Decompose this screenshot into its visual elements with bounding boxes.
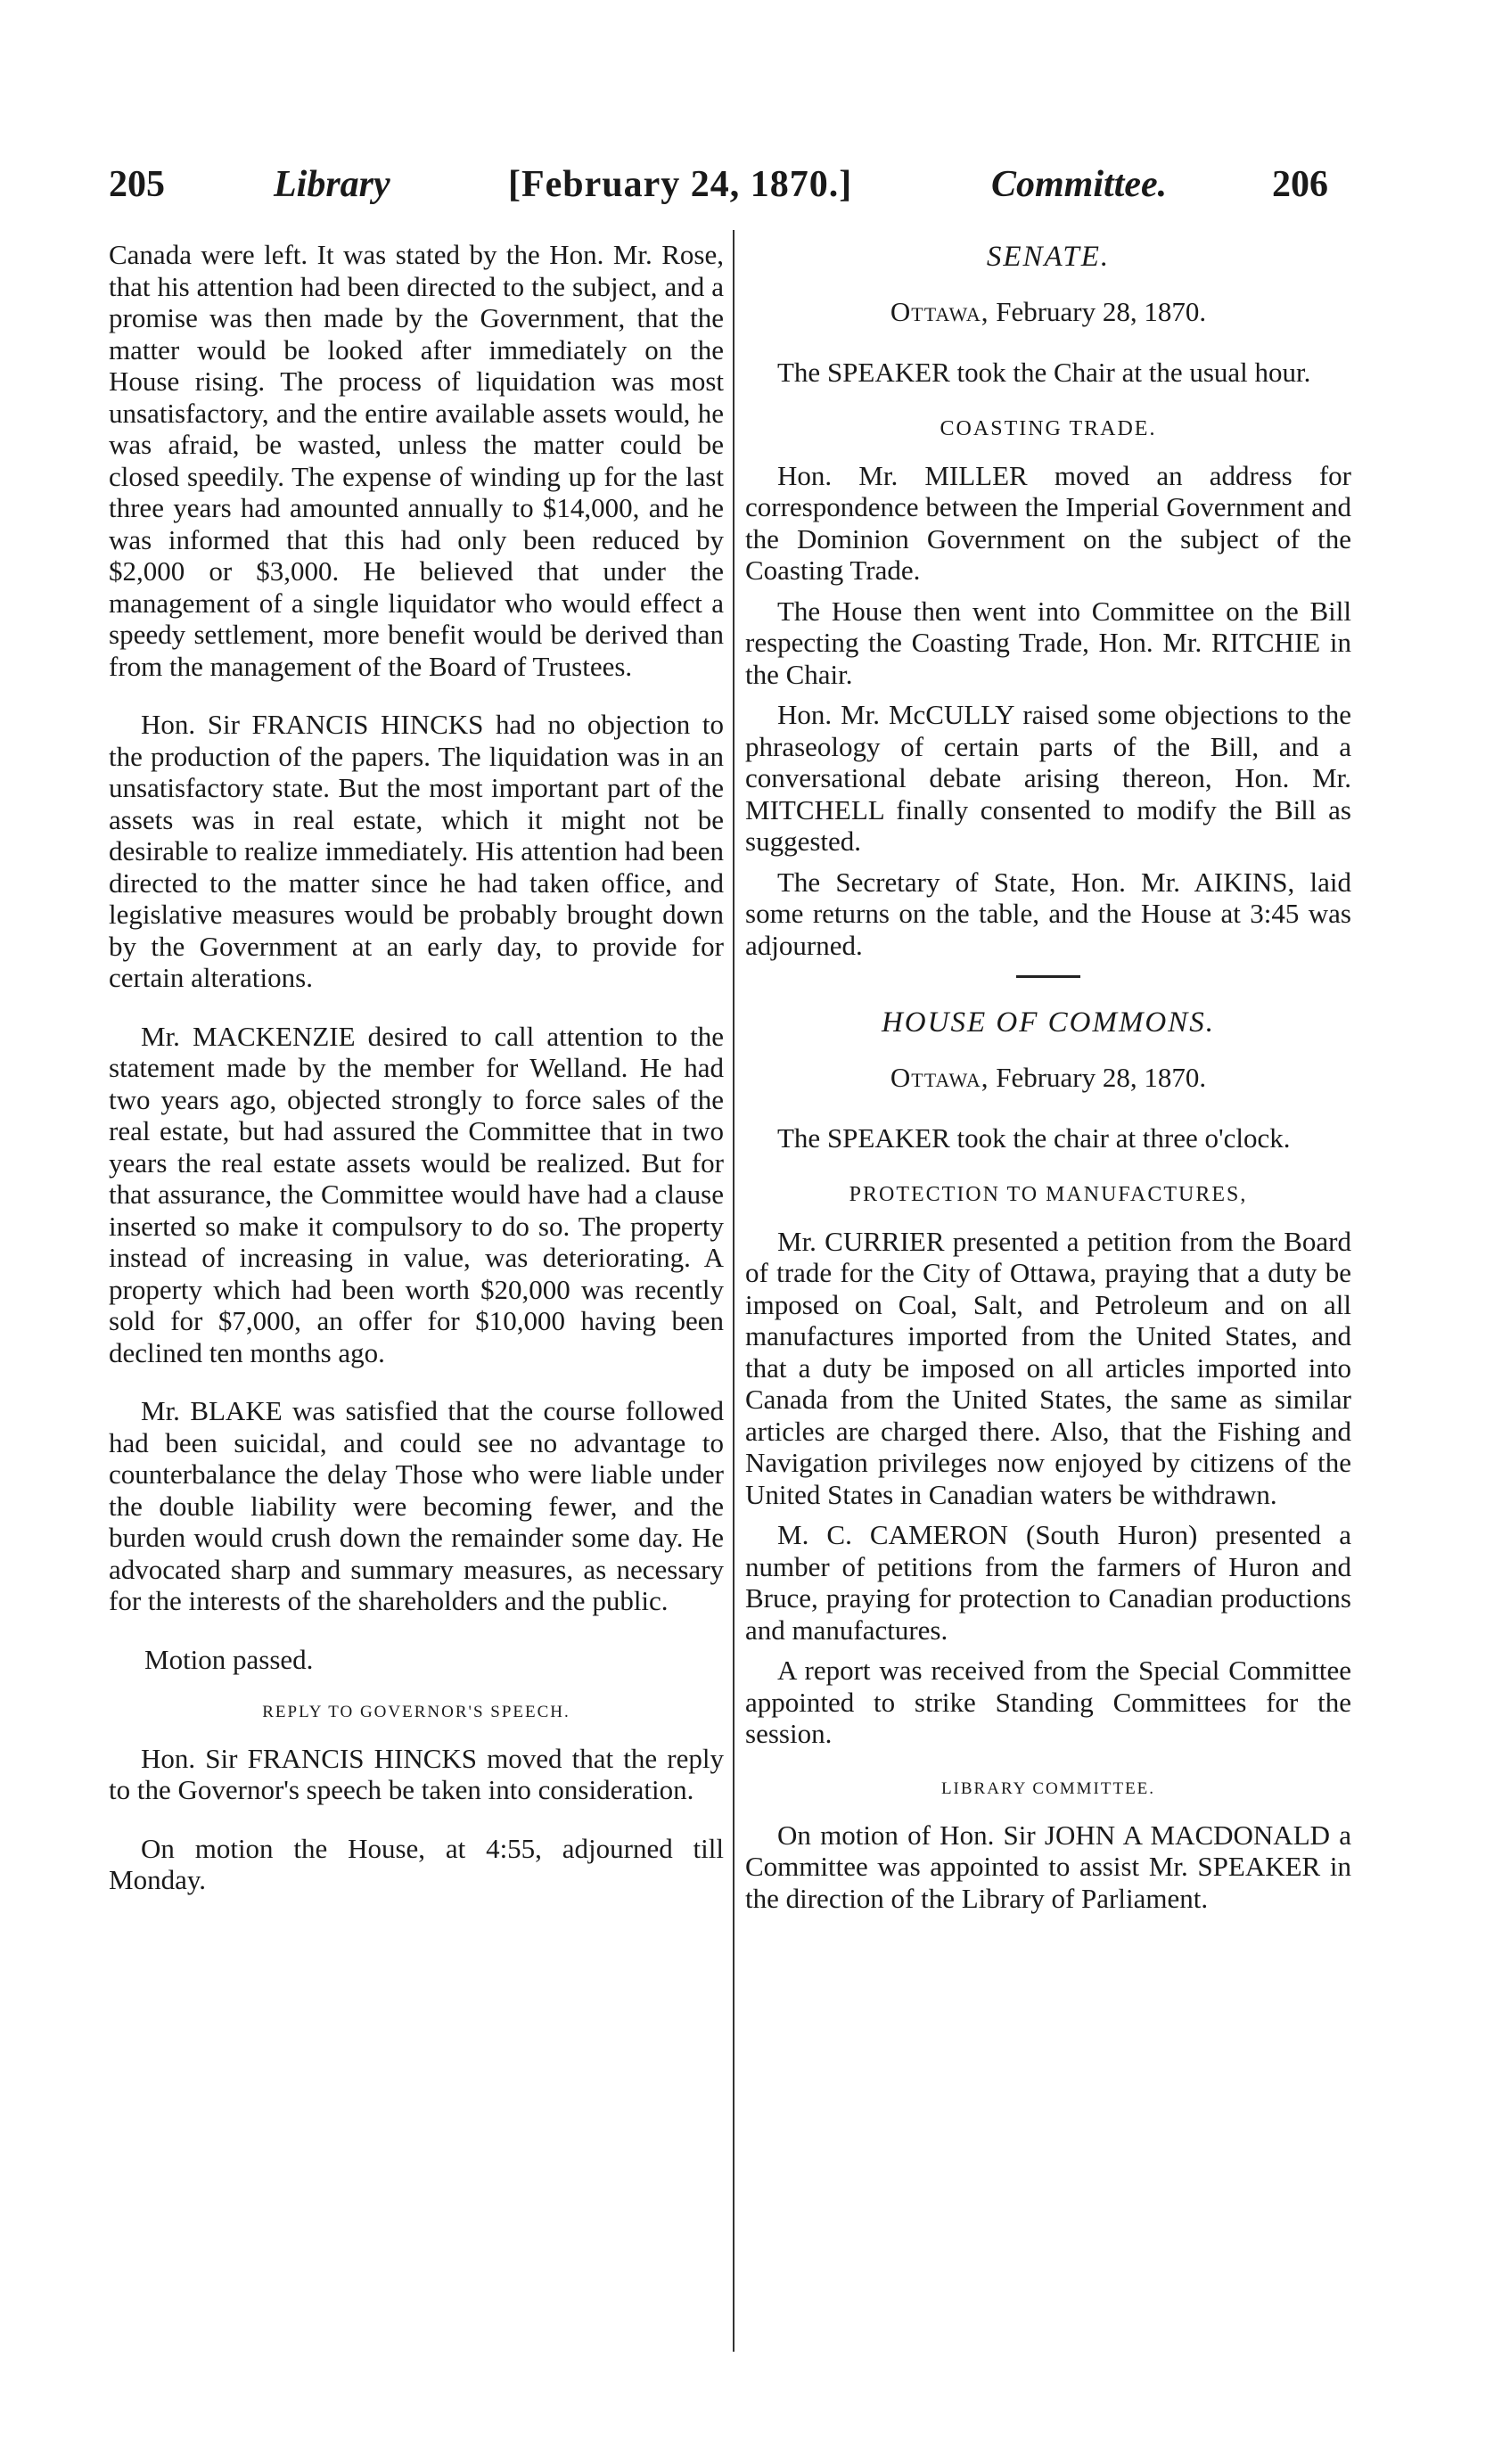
senate-heading: SENATE. <box>986 241 1111 273</box>
paragraph-commons-speaker: The SPEAKER took the chair at three o'clock. <box>777 1122 1291 1154</box>
commons-heading: HOUSE OF COMMONS. <box>881 1006 1216 1039</box>
commons-place: Ottawa, <box>890 1062 989 1093</box>
paragraph-miller: Hon. Mr. MILLER moved an address for correspondence between the Imperial Government and the Dominion Government on the subject of the Coasting Trade. <box>745 459 1351 586</box>
senate-date: February 28, 1870. <box>996 296 1207 327</box>
heading-reply-governor-speech: REPLY TO GOVERNOR'S SPEECH. <box>262 1702 570 1721</box>
running-title-left: Library <box>274 164 390 205</box>
page-header <box>109 160 1352 223</box>
paragraph-special-committee: A report was received from the Special Committee appointed to strike Standing Committees for the session. <box>745 1655 1351 1749</box>
paragraph-hincks-reply: Hon. Sir FRANCIS HINCKS moved that the reply to the Governor's speech be taken into consideration. <box>109 1742 724 1805</box>
motion-passed: Motion passed. <box>144 1643 314 1675</box>
commons-dateline <box>745 1060 1351 1096</box>
paragraph-aikins: The Secretary of State, Hon. Mr. AIKINS, laid some returns on the table, and the House at 3:45 was adjourned. <box>745 866 1351 961</box>
paragraph-currier: Mr. CURRIER presented a petition from the Board of trade for the City of Ottawa, praying that a duty be imposed on Coal, Salt, and Petroleum and on all manufactures imported from the United States, and that a duty be imposed on all articles imported into Canada from the United States, the same as similar articles are charged there. Also, that the Fishing and Navigation privileges now enjoyed by citizens of the United States in Canadian waters be withdrawn. <box>745 1225 1351 1510</box>
page-number-left: 205 <box>109 164 165 205</box>
senate-dateline <box>745 294 1351 330</box>
paragraph-senate-speaker: The SPEAKER took the Chair at the usual hour. <box>777 357 1311 388</box>
heading-protection-manufactures: PROTECTION TO MANUFACTURES, <box>849 1182 1248 1206</box>
paragraph-cameron: M. C. CAMERON (South Huron) presented a number of petitions from the farmers of Huron and Bruce, praying for protection to Canadian productions and manufactures. <box>745 1519 1351 1646</box>
heading-coasting-trade: COASTING TRADE. <box>940 416 1157 440</box>
paragraph-adjourned-monday: On motion the House, at 4:55, adjourned till Monday. <box>109 1832 724 1895</box>
paragraph-blake: Mr. BLAKE was satisfied that the course followed had been suicidal, and could see no advantage to counterbalance the delay Those who were liable under the double liability were becoming fewer, and the burden would crush down the remainder some day. He advocated sharp and summary measures, as necessary for the interests of the shareholders and the public. <box>109 1395 724 1616</box>
paragraph-hincks: Hon. Sir FRANCIS HINCKS had no objection to the production of the papers. The liquidation was in an unsatisfactory state. But the most important part of the assets was in real estate, which it might not be desirable to realize immediately. His attention had been directed to the matter since he had taken office, and legislative measures would be probably brought down by the Government at an early day, to provide for certain alterations. <box>109 709 724 993</box>
page-number-right: 206 <box>1272 164 1328 205</box>
column-divider <box>733 230 734 2352</box>
running-title-right: Committee. <box>991 164 1168 205</box>
commons-date: February 28, 1870. <box>996 1062 1207 1093</box>
header-date: [February 24, 1870.] <box>508 164 853 205</box>
paragraph-canada-assets: Canada were left. It was stated by the Hon. Mr. Rose, that his attention had been directed to the subject, and a promise was then made by the Government, that the matter would be looked after immediately on the House rising. The process of liquidation was most unsatisfactory, and the entire available assets would, he was afraid, be wasted, unless the matter could be closed speedily. The expense of winding up for the last three years had amounted annually to $14,000, and he was informed that this had only been reduced by $2,000 or $3,000. He believed that under the management of a single liquidator who would effect a speedy settlement, more benefit would be derived than from the management of the Board of Trustees. <box>109 239 724 682</box>
senate-place: Ottawa, <box>890 296 989 327</box>
paragraph-mccully: Hon. Mr. McCULLY raised some objections to the phraseology of certain parts of the Bill, and a conversational debate arising thereon, Hon. Mr. MITCHELL finally consented to modify the Bill as suggested. <box>745 699 1351 857</box>
paragraph-macdonald: On motion of Hon. Sir JOHN A MACDONALD a Committee was appointed to assist Mr. SPEAKER in the direction of the Library of Parliament. <box>745 1819 1351 1914</box>
right-column <box>745 239 1351 1923</box>
section-divider <box>1016 975 1080 978</box>
paragraph-committee-coasting: The House then went into Committee on the Bill respecting the Coasting Trade, Hon. Mr. RITCHIE in the Chair. <box>745 595 1351 690</box>
left-column <box>109 239 724 1905</box>
heading-library-committee: LIBRARY COMMITTEE. <box>940 1778 1156 1798</box>
paragraph-mackenzie: Mr. MACKENZIE desired to call attention to the statement made by the member for Welland. He had two years ago, objected strongly to force sales of the real estate, but had assured the Committee that in two years the real estate assets would be realized. But for that assurance, the Committee would have had a clause inserted so make it compulsory to do so. The property instead of increasing in value, was deteriorating. A property which had been worth $20,000 was recently sold for $7,000, an offer for $10,000 having been declined ten months ago. <box>109 1020 724 1368</box>
